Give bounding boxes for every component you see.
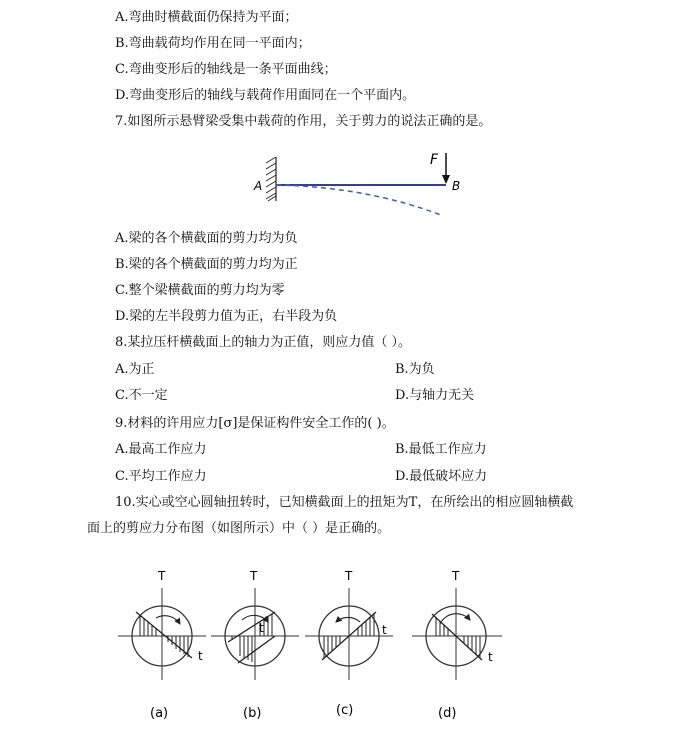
label-b: B: [452, 179, 461, 193]
diagram-a: [118, 569, 206, 721]
label-a: A: [254, 179, 263, 193]
stress-label: t: [198, 649, 203, 663]
torque-label: T: [250, 569, 258, 583]
torque-label: T: [158, 569, 166, 583]
q9-option-c: C.平均工作应力: [115, 469, 207, 484]
q7-stem: 7.如图所示悬臂梁受集中载荷的作用，关于剪力的说法正确的是。: [115, 114, 492, 129]
q10-stem-line2: 面上的剪应力分布图（如图所示）中（ ）是正确的。: [87, 521, 391, 536]
cantilever-beam-figure: [250, 145, 465, 215]
fixed-support-hatch: [266, 157, 276, 201]
diagram-d: [412, 569, 502, 721]
stress-label: t: [488, 650, 493, 664]
caption-b: (b): [243, 706, 262, 721]
q8-option-a: A.为正: [115, 362, 155, 377]
q6-option-b: B.弯曲载荷均作用在同一平面内；: [115, 36, 311, 51]
stress-label: t: [259, 621, 264, 635]
q8-stem: 8.某拉压杆横截面上的轴力为正值，则应力值（ ）。: [115, 335, 412, 350]
force-arrow: [442, 153, 450, 184]
q9-stem: 9.材料的许用应力[σ]是保证构件安全工作的( )。: [115, 416, 395, 431]
q6-option-a: A.弯曲时横截面仍保持为平面；: [115, 10, 298, 25]
q10-stem-line1: 10.实心或空心圆轴扭转时，已知横截面上的扭矩为T，在所绘出的相应圆轴横截: [115, 495, 574, 510]
deflection-curve: [276, 185, 446, 215]
q9-option-b: B.最低工作应力: [395, 442, 487, 457]
label-f: F: [430, 152, 439, 168]
q6-option-d: D.弯曲变形后的轴线与载荷作用面同在一个平面内。: [115, 88, 416, 103]
q9-option-a: A.最高工作应力: [115, 442, 207, 457]
stress-label: t: [382, 623, 387, 637]
q8-option-c: C.不一定: [115, 388, 168, 403]
q7-option-a: A.梁的各个横截面的剪力均为负: [115, 231, 298, 246]
q7-option-b: B.梁的各个横截面的剪力均为正: [115, 257, 298, 272]
shear-stress-diagrams: [110, 560, 510, 725]
q7-option-c: C.整个梁横截面的剪力均为零: [115, 283, 285, 298]
caption-c: (c): [336, 703, 354, 718]
torque-label: T: [452, 569, 460, 583]
q8-option-b: B.为负: [395, 362, 435, 377]
q9-option-d: D.最低破坏应力: [395, 469, 488, 484]
torque-label: T: [345, 569, 353, 583]
q6-option-c: C.弯曲变形后的轴线是一条平面曲线；: [115, 62, 337, 77]
diagram-c: [305, 569, 393, 718]
diagram-b: [211, 569, 299, 721]
q8-option-d: D.与轴力无关: [395, 388, 475, 403]
caption-d: (d): [438, 706, 457, 721]
q7-option-d: D.梁的左半段剪力值为正，右半段为负: [115, 309, 338, 324]
caption-a: (a): [150, 706, 169, 721]
